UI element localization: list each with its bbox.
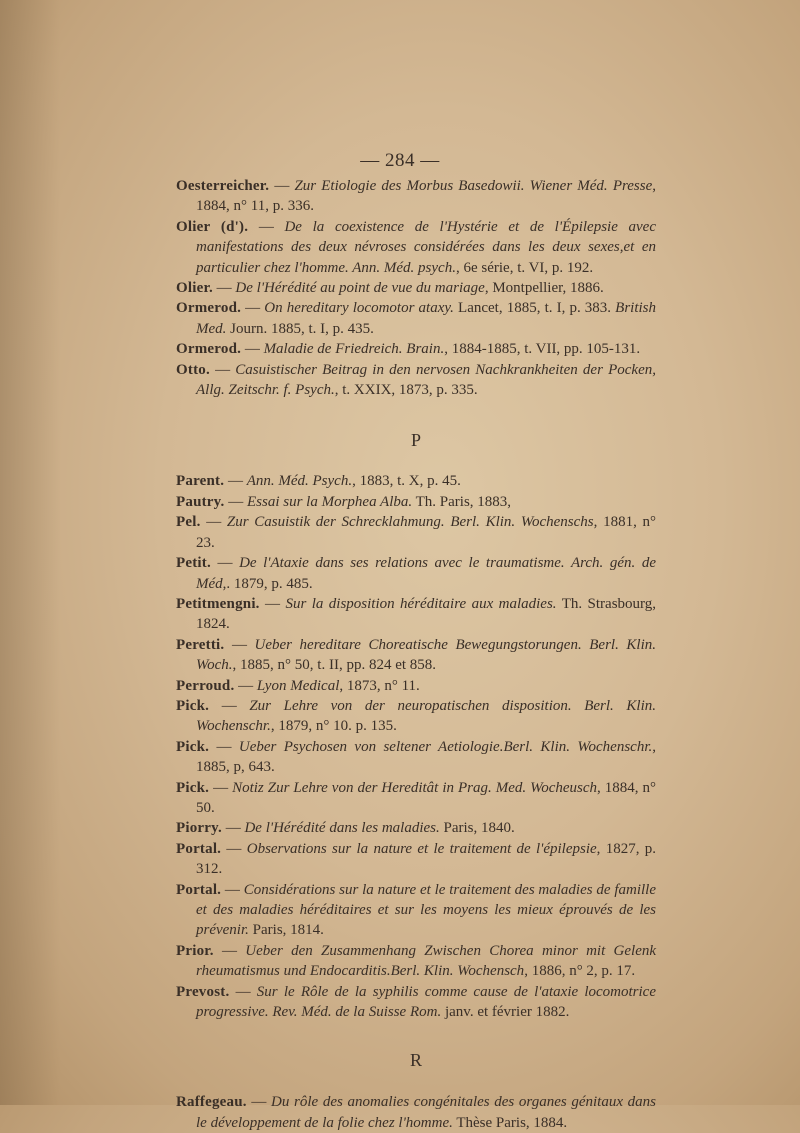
entry-title: Ueber hereditare Choreatische Bewegungstorungen. Berl. Klin. Woch.: [196, 636, 656, 674]
entry-text: , 1884, n° 11, p. 336.: [196, 178, 656, 215]
entry-author: Ormerod.: [176, 300, 242, 317]
entry-title: Zur Lehre von der neuropatischen disposition. Berl. Klin. Wochenschr.: [196, 697, 656, 735]
entry-author: Petit.: [176, 555, 211, 572]
entry-author: Parent.: [176, 473, 225, 490]
entry-text: , Montpellier, 1886.: [484, 280, 604, 297]
entry-text: , 1885, n° 50, t. II, pp. 824 et 858.: [232, 657, 437, 674]
entry-text: —: [269, 178, 295, 194]
bibliography-entry: [176, 492, 656, 512]
entry-title: Du rôle des anomalies congénitales des organes génitaux dans le développement de la folie chez l'homme.: [196, 1094, 656, 1131]
bibliography-entry: [176, 839, 656, 880]
entry-author: Portal.: [176, 881, 222, 898]
entry-text: —: [209, 697, 250, 714]
entry-title: De l'Hérédité au point de vue du mariage: [235, 280, 485, 297]
entry-author: Prevost.: [176, 983, 230, 1000]
entry-title: Sur la disposition héréditaire aux maladies.: [285, 595, 557, 612]
bibliography-entry: [176, 298, 656, 339]
entry-text: —: [209, 738, 239, 755]
entry-author: Pautry.: [176, 493, 225, 510]
entry-text: , 1873, n° 11.: [339, 677, 420, 694]
entry-text: Paris, 1814.: [248, 922, 324, 939]
entry-text: Lancet, 1885, t. I, p. 383.: [453, 300, 616, 317]
entry-text: —: [234, 677, 257, 694]
bibliography-entry: [176, 278, 656, 298]
entry-text: —: [209, 361, 236, 378]
entry-author: Portal.: [176, 840, 222, 857]
entry-title: Ueber Psychosen von seltener Aetiologie.Berl. Klin. Wochenschr.: [238, 738, 653, 755]
bibliography-entry: [176, 737, 656, 778]
entry-text: Th. Paris, 1883,: [412, 493, 512, 510]
entry-title: De l'Ataxie dans ses relations avec le traumatisme. Arch. gén. de Méd: [196, 555, 656, 592]
entry-title: Observations sur la nature et le traitement de l'épilepsie: [246, 840, 597, 857]
bibliography: [176, 176, 656, 1133]
entry-text: —: [212, 280, 236, 297]
bibliography-entry: [176, 217, 656, 278]
entry-text: —: [224, 493, 247, 510]
entry-text: —: [259, 595, 286, 612]
entry-author: Pick.: [176, 779, 210, 796]
entry-text: Paris, 1840.: [439, 820, 515, 837]
entry-title: Considérations sur la nature et le traitement des maladies de famille et des maladies héréditaires et sur les moyens les mieux éprouvés de les prévenir.: [196, 881, 656, 939]
bibliography-entry: [176, 676, 656, 696]
entry-text: , 6e série, t. VI, p. 192.: [455, 259, 594, 276]
entry-text: Journ. 1885, t. I, p. 435.: [226, 320, 374, 337]
entry-title: Zur Casuistik der Schrecklahmung. Berl. Klin. Wochenschs: [226, 514, 594, 531]
entry-text: , 1886, n° 2, p. 17.: [524, 963, 636, 980]
entry-author: Raffegeau.: [176, 1094, 247, 1111]
entry-text: ,. 1879, p. 485.: [222, 575, 313, 592]
entry-text: —: [213, 942, 246, 959]
entry-author: Perroud.: [176, 677, 235, 694]
bibliography-entry: [176, 778, 656, 819]
entry-text: —: [241, 341, 264, 358]
entry-author: Olier (d').: [176, 218, 249, 235]
bibliography-entry: [176, 982, 656, 1023]
entry-text: —: [200, 514, 227, 531]
entry-text: —: [246, 1094, 272, 1111]
entry-text: —: [221, 881, 244, 898]
entry-author: Olier.: [176, 280, 213, 297]
bibliography-entry: [176, 176, 656, 217]
entry-text: —: [248, 218, 285, 235]
entry-text: —: [224, 636, 255, 653]
bibliography-entry: [176, 941, 656, 982]
entry-title: Maladie de Friedreich. Brain.: [263, 341, 445, 358]
entry-author: Ormerod.: [176, 341, 242, 358]
section-letter: P: [410, 430, 421, 451]
entry-text: janv. et février 1882.: [441, 1004, 570, 1021]
entry-text: —: [221, 820, 245, 837]
entry-text: , 1885, p, 643.: [196, 738, 656, 776]
entry-title: De l'Hérédité dans les maladies.: [244, 820, 440, 837]
entry-author: Oesterreicher.: [176, 178, 270, 194]
bibliography-entry: [176, 471, 656, 491]
bibliography-entry: [176, 360, 656, 401]
entry-title: British Med.: [196, 300, 657, 337]
entry-author: Piorry.: [176, 820, 222, 837]
entry-title: Lyon Medical: [256, 677, 340, 694]
entry-text: —: [221, 840, 247, 857]
entry-title: Sur le Rôle de la syphilis comme cause de l'ataxie locomotrice progressive. Rev. Méd. de la Suisse Rom.: [196, 983, 656, 1021]
entry-author: Otto.: [176, 361, 210, 378]
entry-text: —: [241, 300, 265, 317]
bibliography-entry: [176, 696, 656, 737]
entry-text: Th. Strasbourg, 1824.: [196, 595, 657, 633]
entry-author: Petitmengni.: [176, 595, 260, 612]
entry-title: Casuistischer Beitrag in den nervosen Nachkrankheiten der Pocken, Allg. Zeitschr. f. Psych.: [196, 361, 656, 399]
bibliography-entry: [176, 635, 656, 676]
entry-text: , 1884, n° 50.: [196, 779, 656, 816]
bibliography-entry: [176, 339, 656, 359]
entry-text: —: [224, 473, 247, 490]
entry-title: Zur Etiologie des Morbus Basedowii. Wiener Méd. Presse: [294, 178, 653, 194]
entry-text: Thèse Paris, 1884.: [452, 1114, 568, 1131]
entry-author: Peretti.: [176, 636, 225, 653]
bibliography-entry: [176, 880, 656, 941]
entry-title: On hereditary locomotor ataxy.: [264, 300, 454, 317]
entry-title: De la coexistence de l'Hystérie et de l'Épilepsie avec manifestations des deux névroses considérées dans les deux sexes,et en particulier chez l'homme. Ann. Méd. psych.: [196, 218, 656, 276]
entry-text: —: [209, 779, 233, 796]
entry-author: Pick.: [176, 697, 210, 714]
bibliography-entry: [176, 553, 656, 594]
entry-text: , t. XXIX, 1873, p. 335.: [334, 382, 478, 399]
entry-text: , 1827, p. 312.: [196, 840, 657, 878]
entry-author: Prior.: [176, 942, 214, 959]
entry-text: , 1879, n° 10. p. 135.: [270, 718, 397, 735]
page-number: — 284 —: [360, 150, 440, 171]
entry-text: —: [210, 555, 240, 572]
entry-text: , 1883, t. X, p. 45.: [352, 473, 461, 490]
entry-title: Ueber den Zusammenhang Zwischen Chorea minor mit Gelenk rheumatismus und Endocarditis.Berl. Klin. Wochensch: [196, 942, 657, 980]
entry-title: Essai sur la Morphea Alba.: [246, 493, 413, 510]
entry-title: Notiz Zur Lehre von der Hereditât in Prag. Med. Wocheusch: [232, 779, 598, 796]
bibliography-entry: [176, 1092, 656, 1133]
entry-author: Pel.: [176, 514, 201, 531]
bibliography-entry: [176, 594, 656, 635]
bibliography-entry: [176, 818, 656, 838]
entry-text: , 1881, n° 23.: [196, 514, 657, 551]
entry-text: , 1884-1885, t. VII, pp. 105-131.: [444, 341, 641, 358]
bibliography-entry: [176, 512, 656, 553]
entry-title: Ann. Méd. Psych.: [246, 473, 353, 490]
entry-text: —: [229, 983, 257, 1000]
entry-author: Pick.: [176, 738, 210, 755]
section-letter: R: [409, 1050, 422, 1071]
